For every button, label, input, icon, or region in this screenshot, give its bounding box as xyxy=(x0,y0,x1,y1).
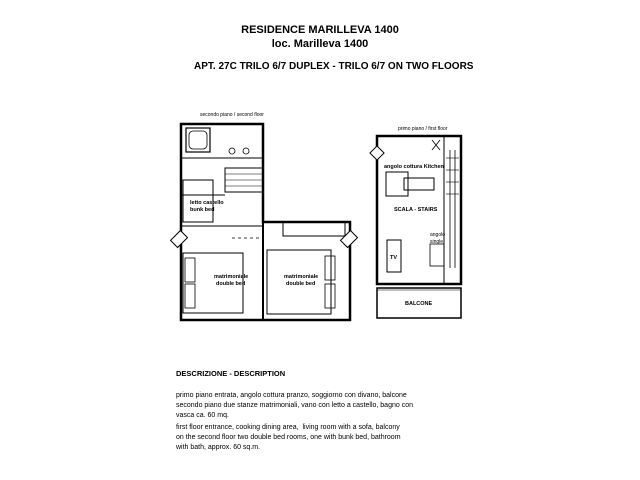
bunk-label-en: bunk bed xyxy=(190,207,215,213)
description-heading: DESCRIZIONE - DESCRIPTION xyxy=(176,369,286,378)
description-english: first floor entrance, cooking dining area, living room with a sofa, balcony on the second floor two double bed rooms, one with bunk bed, bathroom with bath, approx. 60 sq.m. xyxy=(176,424,401,451)
bed1-label-en: double bed xyxy=(216,281,246,287)
bed2-label-it: matrimoniale xyxy=(284,274,319,280)
second-floor-plan xyxy=(171,124,358,320)
second-floor-heading: secondo piano / second floor xyxy=(200,112,264,118)
balcony-label: BALCONE xyxy=(405,301,433,307)
kitchen-label: angolo cottura Kitchen xyxy=(384,164,444,170)
stairs-label: SCALA - STAIRS xyxy=(394,207,438,213)
tv-label: TV xyxy=(390,255,398,261)
sofa-label-en: single xyxy=(430,239,444,245)
apartment-heading: APT. 27C TRILO 6/7 DUPLEX - TRILO 6/7 ON TWO FLOORS xyxy=(194,61,474,72)
bunk-label-it: letto castello xyxy=(190,200,224,206)
sofa-label-it: angolo xyxy=(430,232,446,238)
first-floor-heading: primo piano / first floor xyxy=(398,126,448,132)
bed1-label-it: matrimoniale xyxy=(214,274,249,280)
bed2-label-en: double bed xyxy=(286,281,316,287)
page-title: RESIDENCE MARILLEVA 1400 xyxy=(241,24,399,36)
description-italian: primo piano entrata, angolo cottura pranzo, soggiorno con divano, balcone secondo piano due stanze matrimoniali, vano con letto a castello, bagno con vasca ca. 60 mq. xyxy=(176,392,413,419)
page-subtitle: loc. Marilleva 1400 xyxy=(271,38,369,50)
